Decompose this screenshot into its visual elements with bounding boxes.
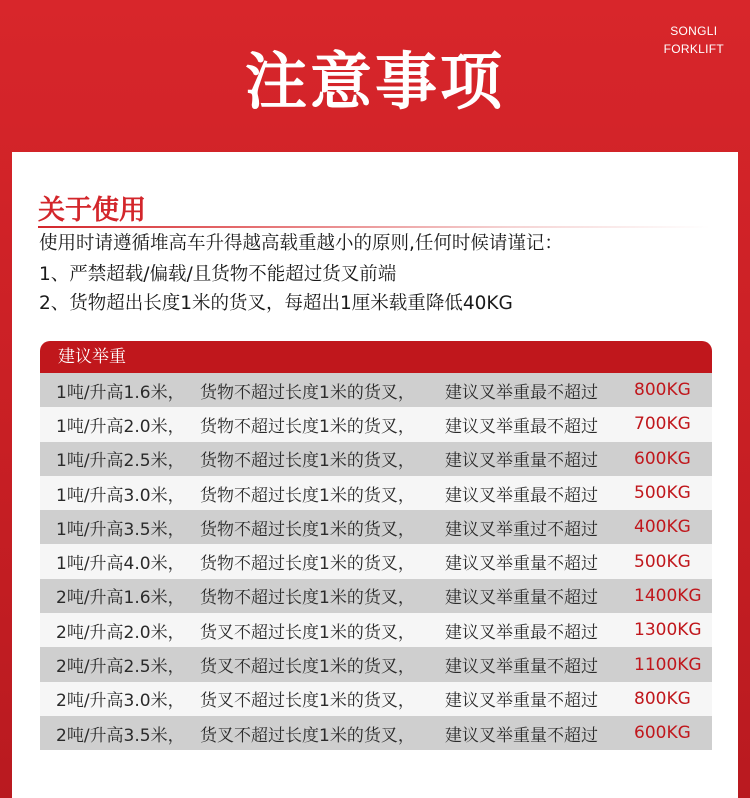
- row-spec: 1吨/升高1.6米，: [56, 382, 185, 403]
- row-cargo: 货叉不超过长度1米的货叉，: [200, 657, 415, 678]
- row-spec: 2吨/升高1.6米，: [56, 588, 185, 609]
- row-cargo: 货叉不超过长度1米的货叉，: [200, 691, 415, 712]
- intro-line-2: 1、严禁超载/偏载/且货物不能超过货叉前端: [39, 264, 397, 285]
- table-body: [40, 373, 712, 750]
- row-limit: 800KG: [634, 380, 691, 401]
- table-row: [40, 373, 712, 407]
- heading-divider: [38, 226, 710, 228]
- row-spec: 1吨/升高4.0米，: [56, 554, 185, 575]
- row-advice: 建议叉举重量不超过: [445, 725, 598, 746]
- row-advice: 建议叉举重最不超过: [445, 622, 598, 643]
- row-cargo: 货物不超过长度1米的货叉，: [200, 519, 415, 540]
- row-advice: 建议叉举重过不超过: [445, 519, 598, 540]
- row-spec: 1吨/升高2.5米，: [56, 451, 185, 472]
- row-advice: 建议叉举重量不超过: [445, 691, 598, 712]
- row-limit: 1100KG: [634, 654, 702, 675]
- intro-line-1: 使用时请遵循堆高车升得越高载重越小的原则,任何时候请谨记：: [39, 233, 563, 254]
- row-spec: 2吨/升高2.0米，: [56, 622, 185, 643]
- row-limit: 800KG: [634, 688, 691, 709]
- row-cargo: 货物不超过长度1米的货叉，: [200, 485, 415, 506]
- table-row: [40, 510, 712, 544]
- row-spec: 2吨/升高3.5米，: [56, 725, 185, 746]
- load-table: [40, 341, 712, 750]
- row-spec: 1吨/升高2.0米，: [56, 416, 185, 437]
- row-limit: 1300KG: [634, 620, 702, 641]
- content-card: [12, 152, 738, 798]
- row-advice: 建议叉举重量不超过: [445, 554, 598, 575]
- row-spec: 1吨/升高3.0米，: [56, 485, 185, 506]
- row-cargo: 货物不超过长度1米的货叉，: [200, 554, 415, 575]
- row-cargo: 货物不超过长度1米的货叉，: [200, 451, 415, 472]
- row-spec: 2吨/升高3.0米，: [56, 691, 185, 712]
- table-row: [40, 579, 712, 613]
- table-row: [40, 442, 712, 476]
- table-row: [40, 476, 712, 510]
- table-row: [40, 613, 712, 647]
- table-row: [40, 647, 712, 681]
- row-advice: 建议叉举重最不超过: [445, 416, 598, 437]
- row-advice: 建议叉举重量不超过: [445, 451, 598, 472]
- row-limit: 600KG: [634, 723, 691, 744]
- row-limit: 700KG: [634, 414, 691, 435]
- section-heading: 关于使用: [38, 195, 146, 226]
- row-spec: 1吨/升高3.5米，: [56, 519, 185, 540]
- row-advice: 建议叉举重量不超过: [445, 588, 598, 609]
- row-cargo: 货物不超过长度1米的货叉，: [200, 416, 415, 437]
- row-limit: 600KG: [634, 448, 691, 469]
- intro-line-3: 2、货物超出长度1米的货叉，每超出1厘米载重降低40KG: [39, 293, 513, 314]
- table-header: 建议举重: [40, 341, 712, 373]
- row-limit: 400KG: [634, 517, 691, 538]
- table-row: [40, 407, 712, 441]
- row-advice: 建议叉举重最不超过: [445, 485, 598, 506]
- row-cargo: 货叉不超过长度1米的货叉，: [200, 725, 415, 746]
- table-row: [40, 544, 712, 578]
- brand-line-1: SONGLI: [670, 24, 718, 38]
- row-cargo: 货叉不超过长度1米的货叉，: [200, 622, 415, 643]
- row-limit: 500KG: [634, 551, 691, 572]
- row-cargo: 货物不超过长度1米的货叉，: [200, 588, 415, 609]
- row-cargo: 货物不超过长度1米的货叉，: [200, 382, 415, 403]
- page-title: 注意事项: [244, 45, 505, 118]
- table-row: [40, 682, 712, 716]
- table-row: [40, 716, 712, 750]
- brand-line-2: FORKLIFT: [663, 42, 724, 56]
- row-advice: 建议叉举重最不超过: [445, 382, 598, 403]
- row-limit: 1400KG: [634, 585, 702, 606]
- row-spec: 2吨/升高2.5米，: [56, 657, 185, 678]
- row-advice: 建议叉举重量不超过: [445, 657, 598, 678]
- row-limit: 500KG: [634, 483, 691, 504]
